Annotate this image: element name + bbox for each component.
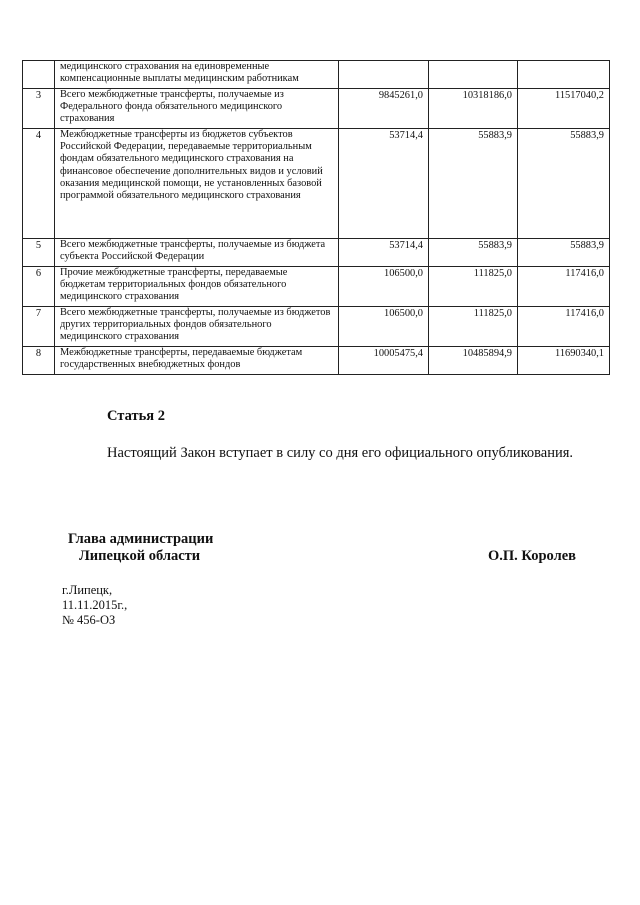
article-title: Статья 2 — [107, 408, 165, 424]
article-text: Настоящий Закон вступает в силу со дня его официального опубликования. — [107, 445, 574, 461]
row-number: 3 — [23, 89, 55, 129]
row-number: 7 — [23, 307, 55, 347]
value-year-2: 10485894,9 — [429, 347, 518, 375]
law-number: № 456-ОЗ — [62, 613, 116, 627]
table-row — [23, 267, 610, 307]
table-row — [23, 89, 610, 129]
value-year-3: 117416,0 — [518, 267, 610, 307]
value-year-1: 9845261,0 — [339, 89, 429, 129]
row-number — [23, 61, 55, 89]
signatory-name: О.П. Королев — [488, 548, 576, 564]
place: г.Липецк, — [62, 583, 113, 597]
signatory-position-line1: Глава администрации — [68, 531, 214, 547]
value-year-3 — [518, 61, 610, 89]
value-year-3: 11517040,2 — [518, 89, 610, 129]
row-number: 6 — [23, 267, 55, 307]
table-row — [23, 239, 610, 267]
value-year-1: 53714,4 — [339, 239, 429, 267]
budget-transfers-table — [22, 60, 610, 375]
value-year-2: 55883,9 — [429, 239, 518, 267]
value-year-2: 111825,0 — [429, 307, 518, 347]
value-year-1: 53714,4 — [339, 129, 429, 239]
row-description: Всего межбюджетные трансферты, получаемые из Федерального фонда обязательного медицинского страхования — [55, 89, 339, 129]
value-year-3: 55883,9 — [518, 239, 610, 267]
value-year-3: 117416,0 — [518, 307, 610, 347]
row-description: Прочие межбюджетные трансферты, передаваемые бюджетам территориальных фондов обязательного медицинского страхования — [55, 267, 339, 307]
value-year-2: 111825,0 — [429, 267, 518, 307]
value-year-3: 55883,9 — [518, 129, 610, 239]
table-row — [23, 347, 610, 375]
value-year-1: 10005475,4 — [339, 347, 429, 375]
table-row — [23, 129, 610, 239]
document-meta — [62, 583, 127, 628]
row-number: 5 — [23, 239, 55, 267]
row-description: медицинского страхования на единовременные компенсационные выплаты медицинским работникам — [55, 61, 339, 89]
signatory-position-line2: Липецкой области — [79, 548, 201, 564]
date: 11.11.2015г., — [62, 598, 128, 612]
row-description: Межбюджетные трансферты, передаваемые бюджетам государственных внебюджетных фондов — [55, 347, 339, 375]
row-description: Всего межбюджетные трансферты, получаемые из бюджета субъекта Российской Федерации — [55, 239, 339, 267]
value-year-2: 10318186,0 — [429, 89, 518, 129]
row-number: 4 — [23, 129, 55, 239]
row-description: Межбюджетные трансферты из бюджетов субъектов Российской Федерации, передаваемые территориальным фондам обязательного медицинского страхования на финансовое обеспечение дополнительных видов и условий оказания медицинской помощи, не установленных базовой программой обязательного медицинского страхования — [55, 129, 339, 239]
value-year-1: 106500,0 — [339, 267, 429, 307]
value-year-1 — [339, 61, 429, 89]
value-year-2 — [429, 61, 518, 89]
value-year-2: 55883,9 — [429, 129, 518, 239]
table-row — [23, 61, 610, 89]
row-description: Всего межбюджетные трансферты, получаемые из бюджетов других территориальных фондов обязательного медицинского страхования — [55, 307, 339, 347]
value-year-3: 11690340,1 — [518, 347, 610, 375]
table-row — [23, 307, 610, 347]
value-year-1: 106500,0 — [339, 307, 429, 347]
row-number: 8 — [23, 347, 55, 375]
